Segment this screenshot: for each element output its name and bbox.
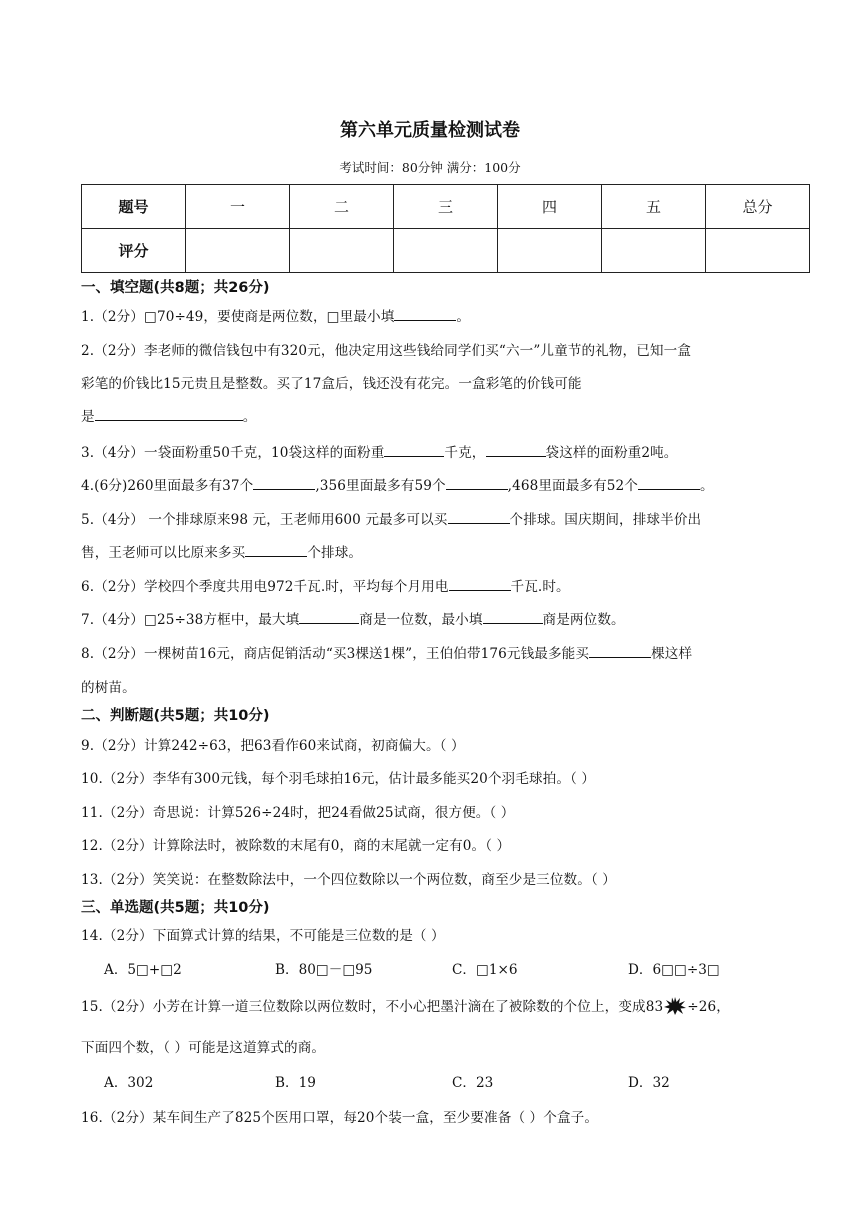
question-text: 袋这样的面粉重2吨。 [545, 445, 678, 461]
question-text: 15.（2分）小芳在计算一道三位数除以两位数时，不小心把墨汁滴在了被除数的个位上，变成83 [81, 999, 664, 1015]
question-15-line-1 [81, 995, 730, 1015]
question-8-line-1 [81, 642, 692, 662]
section-heading-true-false: 二、判断题(共5题；共10分) [81, 708, 270, 724]
question-text: 8.（2分）一棵树苗16元，商店促销活动“买3棵送1棵”，王伯伯带176元钱最多能买 [81, 646, 590, 662]
option-b[interactable]: B．80□－□95 [275, 962, 373, 978]
question-text: 。 [699, 478, 714, 494]
exam-info: 考试时间：80分钟 满分：100分 [339, 160, 521, 175]
question-7 [81, 608, 625, 628]
score-table-score-row [82, 229, 810, 273]
score-input-cell[interactable] [394, 229, 498, 273]
option-a[interactable]: A．5□+□2 [104, 962, 182, 978]
option-c[interactable]: C．23 [452, 1075, 494, 1091]
page-title: 第六单元质量检测试卷 [340, 120, 520, 141]
question-12[interactable]: 12.（2分）计算除法时，被除数的末尾有0，商的末尾就一定有0。（ ） [81, 838, 511, 854]
question-text: 。 [242, 409, 257, 425]
score-input-cell[interactable] [186, 229, 290, 273]
question-15-line-2: 下面四个数，（ ）可能是这道算式的商。 [81, 1040, 326, 1056]
question-text: 商是两位数。 [542, 612, 625, 628]
question-14: 14.（2分）下面算式计算的结果，不可能是三位数的是（ ） [81, 928, 445, 944]
score-table-cell: 四 [498, 185, 602, 229]
question-text: 售，王老师可以比原来多买 [81, 545, 246, 561]
option-b[interactable]: B．19 [275, 1075, 316, 1091]
question-text: 个排球。 [307, 545, 363, 561]
question-6 [81, 575, 570, 595]
score-table [81, 184, 810, 273]
score-input-cell[interactable] [602, 229, 706, 273]
question-text: 千瓦.时。 [510, 579, 570, 595]
question-16: 16.（2分）某车间生产了825个医用口罩，每20个装一盒，至少要准备（ ）个盒子。 [81, 1110, 599, 1126]
question-text: 5.（4分） 一个排球原来98 元，王老师用600 元最多可以买 [81, 512, 448, 528]
score-table-cell: 一 [186, 185, 290, 229]
option-d[interactable]: D．6□□÷3□ [628, 962, 720, 978]
answer-blank[interactable] [638, 488, 700, 490]
question-3 [81, 441, 678, 461]
score-input-cell[interactable] [498, 229, 602, 273]
question-text: 4.(6分)260里面最多有37个 [81, 478, 254, 494]
score-input-cell[interactable] [706, 229, 810, 273]
answer-blank[interactable] [394, 319, 456, 321]
score-table-cell: 五 [602, 185, 706, 229]
score-table-header-row [82, 185, 810, 229]
section-heading-multiple-choice: 三、单选题(共5题；共10分) [81, 900, 270, 916]
answer-blank[interactable] [253, 488, 315, 490]
score-table-cell: 题号 [82, 185, 186, 229]
question-text: 3.（4分）一袋面粉重50千克，10袋这样的面粉重 [81, 445, 385, 461]
option-c[interactable]: C．□1×6 [452, 962, 518, 978]
answer-blank[interactable] [589, 656, 651, 658]
answer-blank[interactable] [95, 419, 243, 421]
question-9[interactable]: 9.（2分）计算242÷63，把63看作60来试商，初商偏大。（ ） [81, 738, 465, 754]
question-11[interactable]: 11.（2分）奇思说：计算526÷24时，把24看做25试商，很方便。（ ） [81, 805, 515, 821]
option-d[interactable]: D．32 [628, 1075, 670, 1091]
question-text: 7.（4分）□25÷38方框中，最大填 [81, 612, 300, 628]
answer-blank[interactable] [245, 555, 307, 557]
question-13[interactable]: 13.（2分）笑笑说：在整数除法中，一个四位数除以一个两位数，商至少是三位数。（ ） [81, 872, 616, 888]
answer-blank[interactable] [486, 455, 546, 457]
question-text: 是 [81, 409, 95, 425]
question-1 [81, 305, 470, 325]
question-5-line-2 [81, 541, 362, 561]
question-text: 棵这样 [651, 646, 693, 662]
question-text: 6.（2分）学校四个季度共用电972千瓦.时，平均每个月用电 [81, 579, 449, 595]
score-row-label: 评分 [82, 229, 186, 273]
question-text: 1.（2分）□70÷49，要使商是两位数，□里最小填 [81, 309, 395, 325]
option-a[interactable]: A．302 [104, 1075, 154, 1091]
score-table-cell: 总分 [706, 185, 810, 229]
answer-blank[interactable] [449, 589, 511, 591]
question-5-line-1 [81, 508, 701, 528]
question-2-line-3 [81, 405, 256, 425]
score-table-cell: 二 [290, 185, 394, 229]
answer-blank[interactable] [448, 522, 510, 524]
question-10[interactable]: 10.（2分）李华有300元钱，每个羽毛球拍16元，估计最多能买20个羽毛球拍。（ ） [81, 771, 596, 787]
question-4 [81, 474, 714, 494]
question-2-line-2: 彩笔的价钱比15元贵且是整数。买了17盒后，钱还没有花完。一盒彩笔的价钱可能 [81, 376, 582, 392]
score-input-cell[interactable] [290, 229, 394, 273]
question-text: 千克， [444, 445, 486, 461]
question-text: 商是一位数，最小填 [359, 612, 483, 628]
answer-blank[interactable] [299, 622, 359, 624]
answer-blank[interactable] [446, 488, 508, 490]
score-table-cell: 三 [394, 185, 498, 229]
question-text: 。 [456, 309, 471, 325]
question-text: ,356里面最多有59个 [315, 478, 446, 494]
question-text: 个排球。国庆期间，排球半价出 [509, 512, 702, 528]
section-heading-fill-in: 一、填空题(共8题；共26分) [81, 280, 270, 296]
question-8-line-2: 的树苗。 [81, 680, 136, 696]
question-text: ÷26， [687, 999, 730, 1015]
ink-blot-icon [664, 997, 686, 1015]
answer-blank[interactable] [483, 622, 543, 624]
question-2-line-1: 2.（2分）李老师的微信钱包中有320元，他决定用这些钱给同学们买“六一”儿童节的礼物，已知一盒 [81, 343, 692, 359]
question-text: ,468里面最多有52个 [507, 478, 638, 494]
answer-blank[interactable] [384, 455, 444, 457]
